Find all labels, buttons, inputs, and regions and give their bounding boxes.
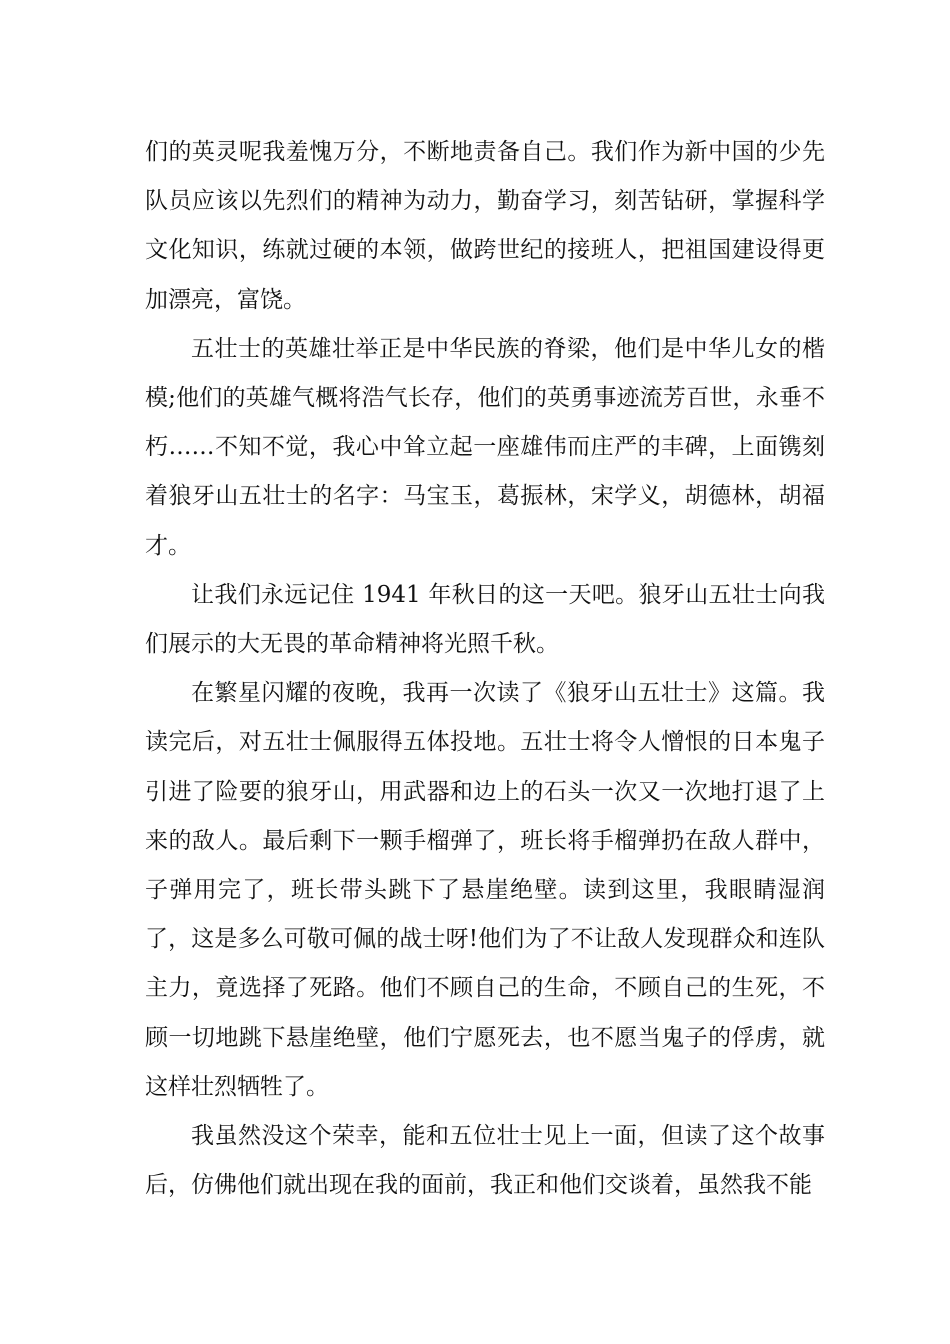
paragraph-5: 我虽然没这个荣幸，能和五位壮士见上一面，但读了这个故事后，仿佛他们就出现在我的面前，我正和他们交谈着，虽然我不能 [145,1123,825,1199]
paragraph-2: 五壮士的英雄壮举正是中华民族的脊梁，他们是中华儿女的楷模;他们的英雄气概将浩气长存，他们的英勇事迹流芳百世，永垂不朽……不知不觉，我心中耸立起一座雄伟而庄严的丰碑，上面镌刻着狼牙山五壮士的名字：马宝玉，葛振林，宋学义，胡德林，胡福才。 [145,335,825,559]
document-page [145,128,825,1210]
paragraph-4: 在繁星闪耀的夜晚，我再一次读了《狼牙山五壮士》这篇。我读完后，对五壮士佩服得五体投地。五壮士将令人憎恨的日本鬼子引进了险要的狼牙山，用武器和边上的石头一次又一次地打退了上来的敌人。最后剩下一颗手榴弹了，班长将手榴弹扔在敌人群中，子弹用完了，班长带头跳下了悬崖绝壁。读到这里，我眼睛湿润了，这是多么可敬可佩的战士呀!他们为了不让敌人发现群众和连队主力，竟选择了死路。他们不顾自己的生命，不顾自己的生死，不顾一切地跳下悬崖绝壁，他们宁愿死去，也不愿当鬼子的俘虏，就这样壮烈牺牲了。 [145,680,825,1100]
paragraph-3: 让我们永远记住 1941 年秋日的这一天吧。狼牙山五壮士向我们展示的大无畏的革命精神将光照千秋。 [145,581,825,658]
paragraph-1: 们的英灵呢我羞愧万分，不断地责备自己。我们作为新中国的少先队员应该以先烈们的精神为动力，勤奋学习，刻苦钻研，掌握科学文化知识，练就过硬的本领，做跨世纪的接班人，把祖国建设得更加漂亮，富饶。 [145,139,825,313]
